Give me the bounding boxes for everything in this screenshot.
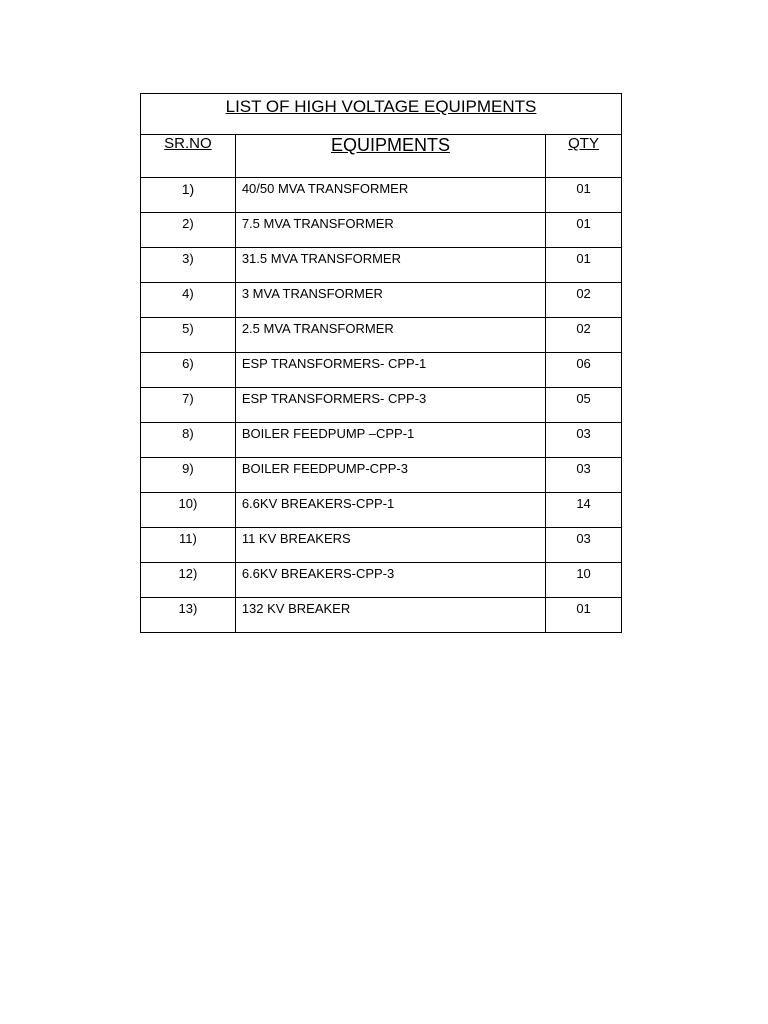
cell-equipment: 132 KV BREAKER [235, 598, 545, 633]
table-row [141, 493, 622, 528]
cell-qty: 14 [546, 493, 622, 528]
cell-equipment: 6.6KV BREAKERS-CPP-3 [235, 563, 545, 598]
cell-qty: 02 [546, 318, 622, 353]
cell-qty: 10 [546, 563, 622, 598]
cell-qty: 05 [546, 388, 622, 423]
table-row [141, 178, 622, 213]
table-row [141, 318, 622, 353]
table-row [141, 458, 622, 493]
cell-sr-no: 5) [141, 318, 236, 353]
table-row [141, 213, 622, 248]
cell-equipment: ESP TRANSFORMERS- CPP-3 [235, 388, 545, 423]
header-qty: QTY [546, 135, 622, 178]
header-equipments: EQUIPMENTS [235, 135, 545, 178]
cell-sr-no: 11) [141, 528, 236, 563]
cell-sr-no: 10) [141, 493, 236, 528]
cell-equipment: 40/50 MVA TRANSFORMER [235, 178, 545, 213]
cell-equipment: ESP TRANSFORMERS- CPP-1 [235, 353, 545, 388]
cell-qty: 01 [546, 213, 622, 248]
table-row [141, 248, 622, 283]
table-header-row [141, 135, 622, 178]
table-title-row [141, 94, 622, 135]
cell-sr-no: 3) [141, 248, 236, 283]
cell-qty: 03 [546, 528, 622, 563]
table-row [141, 563, 622, 598]
table-row [141, 423, 622, 458]
cell-sr-no: 12) [141, 563, 236, 598]
cell-equipment: BOILER FEEDPUMP –CPP-1 [235, 423, 545, 458]
cell-qty: 02 [546, 283, 622, 318]
cell-sr-no: 6) [141, 353, 236, 388]
cell-sr-no: 4) [141, 283, 236, 318]
table-row [141, 353, 622, 388]
cell-equipment: 31.5 MVA TRANSFORMER [235, 248, 545, 283]
cell-equipment: 11 KV BREAKERS [235, 528, 545, 563]
cell-equipment: 7.5 MVA TRANSFORMER [235, 213, 545, 248]
table-row [141, 283, 622, 318]
table-row [141, 528, 622, 563]
cell-qty: 06 [546, 353, 622, 388]
table-row [141, 598, 622, 633]
cell-qty: 01 [546, 598, 622, 633]
cell-qty: 03 [546, 458, 622, 493]
cell-equipment: 6.6KV BREAKERS-CPP-1 [235, 493, 545, 528]
cell-sr-no: 7) [141, 388, 236, 423]
cell-qty: 01 [546, 178, 622, 213]
cell-sr-no: 1) [141, 178, 236, 213]
cell-equipment: 3 MVA TRANSFORMER [235, 283, 545, 318]
cell-sr-no: 8) [141, 423, 236, 458]
cell-sr-no: 13) [141, 598, 236, 633]
table-row [141, 388, 622, 423]
cell-qty: 03 [546, 423, 622, 458]
table-title: LIST OF HIGH VOLTAGE EQUIPMENTS [141, 94, 622, 135]
cell-equipment: 2.5 MVA TRANSFORMER [235, 318, 545, 353]
cell-sr-no: 2) [141, 213, 236, 248]
header-sr-no: SR.NO [141, 135, 236, 178]
cell-qty: 01 [546, 248, 622, 283]
cell-equipment: BOILER FEEDPUMP-CPP-3 [235, 458, 545, 493]
equipment-table [140, 93, 622, 633]
cell-sr-no: 9) [141, 458, 236, 493]
